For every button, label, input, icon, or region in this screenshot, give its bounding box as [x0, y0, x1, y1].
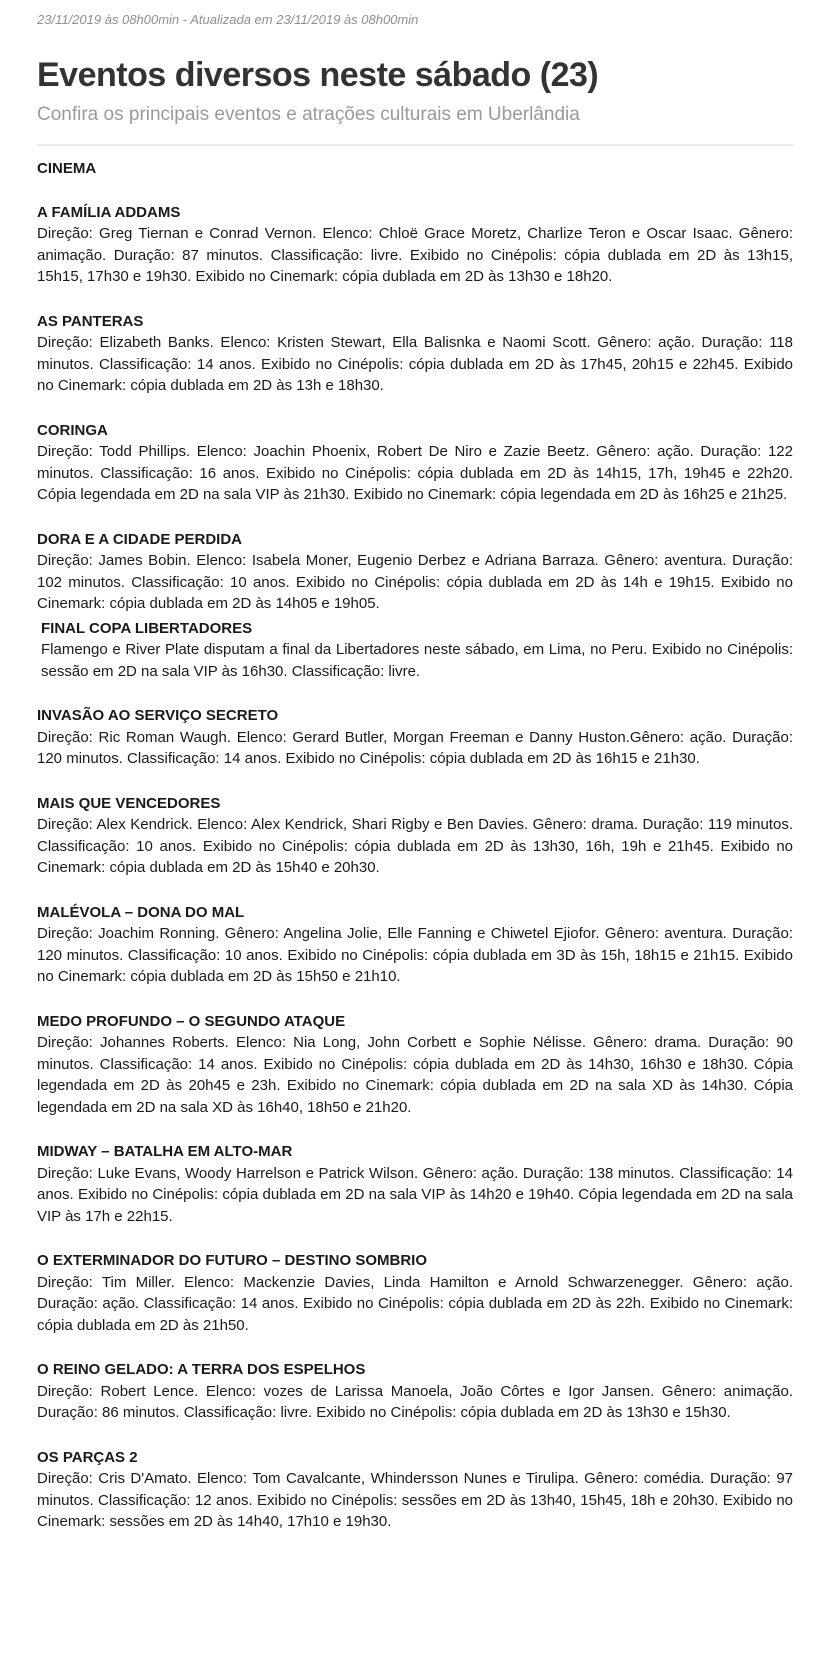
event-item: [37, 618, 793, 683]
event-description: Direção: James Bobin. Elenco: Isabela Moner, Eugenio Derbez e Adriana Barraza. Gênero: aventura. Duração: 102 minutos. Classificação: 10 anos. Exibido no Cinépolis: cópia dublada em 2D às 14h e 19h15. Exibido no Cinemark: cópia dublada em 2D às 14h05 e 19h05.: [37, 552, 793, 613]
page-title: Eventos diversos neste sábado (23): [37, 55, 599, 94]
event-item: [37, 1011, 793, 1119]
event-description: Direção: Elizabeth Banks. Elenco: Kristen Stewart, Ella Balisnka e Naomi Scott. Gênero: ação. Duração: 118 minutos. Classificação: 14 anos. Exibido no Cinépolis: cópia dublada em 2D às 17h45, 20h15 e 22h45. Exibido no Cinemark: cópia dublada em 2D às 13h e 18h30.: [37, 334, 793, 395]
event-description: Direção: Joachim Ronning. Gênero: Angelina Jolie, Elle Fanning e Chiwetel Ejiofor. Gênero: aventura. Duração: 120 minutos. Classificação: 10 anos. Exibido no Cinépolis: cópia dublada em 3D às 15h, 18h15 e 21h15. Exibido no Cinemark: cópia dublada em 2D às 15h50 e 21h10.: [37, 925, 793, 986]
event-item: [37, 311, 793, 397]
section-heading-cinema: CINEMA: [37, 159, 97, 177]
event-description: Direção: Robert Lence. Elenco: vozes de Larissa Manoela, João Côrtes e Igor Jansen. Gênero: animação. Duração: 86 minutos. Classificação: livre. Exibido no Cinépolis: cópia dublada em 2D às 13h30 e 15h30.: [37, 1382, 793, 1422]
event-title: MAIS QUE VENCEDORES: [37, 794, 221, 812]
event-title: CORINGA: [37, 421, 108, 439]
event-description: Direção: Johannes Roberts. Elenco: Nia Long, John Corbett e Sophie Nélisse. Gênero: drama. Duração: 90 minutos. Classificação: 14 anos. Exibido no Cinépolis: cópia dublada em 2D às 14h30, 16h30 e 18h30. Cópia legendada em 2D às 20h45 e 23h. Exibido no Cinemark: cópia dublada em 2D na sala XD às 14h30. Cópia legendada em 2D na sala XD às 16h40, 18h50 e 21h20.: [37, 1034, 793, 1116]
event-description: Flamengo e River Plate disputam a final da Libertadores neste sábado, em Lima, no Peru. Exibido no Cinépolis: sessão em 2D na sala VIP às 16h30. Classificação: livre.: [41, 641, 793, 680]
event-description: Direção: Luke Evans, Woody Harrelson e Patrick Wilson. Gênero: ação. Duração: 138 minutos. Classificação: 14 anos. Exibido no Cinépolis: cópia dublada em 2D na sala VIP às 14h20 e 19h40. Cópia legendada em 2D na sala VIP às 17h e 22h15.: [37, 1164, 793, 1225]
event-title: FINAL COPA LIBERTADORES: [41, 619, 253, 637]
event-item: [37, 420, 793, 506]
event-title: OS PARÇAS 2: [37, 1448, 138, 1466]
event-description: Direção: Greg Tiernan e Conrad Vernon. Elenco: Chloë Grace Moretz, Charlize Teron e Oscar Isaac. Gênero: animação. Duração: 87 minutos. Classificação: livre. Exibido no Cinépolis: cópia dublada em 2D às 13h15, 15h15, 17h30 e 19h30. Exibido no Cinemark: cópia dublada em 2D às 13h30 e 18h20.: [37, 225, 793, 286]
article-timestamp: 23/11/2019 às 08h00min - Atualizada em 23/11/2019 às 08h00min: [37, 12, 419, 27]
event-item: [37, 1447, 793, 1533]
event-title: A FAMÍLIA ADDAMS: [37, 203, 181, 221]
event-item: [37, 1250, 793, 1336]
event-description: Direção: Alex Kendrick. Elenco: Alex Kendrick, Shari Rigby e Ben Davies. Gênero: drama. Duração: 119 minutos. Classificação: 10 anos. Exibido no Cinépolis: cópia dublada em 2D às 13h30, 16h, 19h e 21h45. Exibido no Cinemark: cópia dublada em 2D às 15h40 e 20h30.: [37, 816, 793, 877]
event-description: Direção: Todd Phillips. Elenco: Joachin Phoenix, Robert De Niro e Zazie Beetz. Gênero: ação. Duração: 122 minutos. Classificação: 16 anos. Exibido no Cinépolis: cópia dublada em 2D às 14h15, 17h, 19h45 e 22h20. Cópia legendada em 2D na sala VIP às 21h30. Exibido no Cinemark: cópia legendada em 2D às 16h25 e 21h25.: [37, 443, 793, 504]
event-title: MEDO PROFUNDO – O SEGUNDO ATAQUE: [37, 1012, 346, 1030]
event-item: [37, 1141, 793, 1227]
event-title: MIDWAY – BATALHA EM ALTO-MAR: [37, 1143, 293, 1161]
event-title: MALÉVOLA – DONA DO MAL: [37, 903, 245, 921]
event-title: AS PANTERAS: [37, 312, 144, 330]
event-description: Direção: Tim Miller. Elenco: Mackenzie Davies, Linda Hamilton e Arnold Schwarzenegger. Gênero: ação. Duração: ação. Classificação: 14 anos. Exibido no Cinépolis: cópia dublada em 2D às 22h. Exibido no Cinemark: cópia dublada em 2D às 21h50.: [37, 1273, 793, 1334]
event-item: [37, 202, 793, 288]
event-item: [37, 1359, 793, 1424]
event-title: INVASÃO AO SERVIÇO SECRETO: [37, 707, 279, 725]
event-title: O EXTERMINADOR DO FUTURO – DESTINO SOMBRIO: [37, 1252, 428, 1270]
event-list: [37, 202, 793, 1533]
event-item: [37, 793, 793, 879]
event-description: Direção: Cris D'Amato. Elenco: Tom Cavalcante, Whindersson Nunes e Tirulipa. Gênero: comédia. Duração: 97 minutos. Classificação: 12 anos. Exibido no Cinépolis: sessões em 2D às 13h40, 15h45, 18h e 20h30. Exibido no Cinemark: sessões em 2D às 14h40, 17h10 e 19h30.: [37, 1470, 793, 1531]
article-subtitle: Confira os principais eventos e atrações culturais em Uberlândia: [37, 104, 580, 126]
event-item: [37, 705, 793, 770]
header-divider: [37, 144, 793, 146]
event-description: Direção: Ric Roman Waugh. Elenco: Gerard Butler, Morgan Freeman e Danny Huston.Gênero: ação. Duração: 120 minutos. Classificação: 14 anos. Exibido no Cinépolis: cópia dublada em 2D às 16h15 e 21h30.: [37, 728, 793, 768]
event-item: [37, 529, 793, 615]
event-title: O REINO GELADO: A TERRA DOS ESPELHOS: [37, 1361, 366, 1379]
event-item: [37, 902, 793, 988]
event-title: DORA E A CIDADE PERDIDA: [37, 530, 243, 548]
